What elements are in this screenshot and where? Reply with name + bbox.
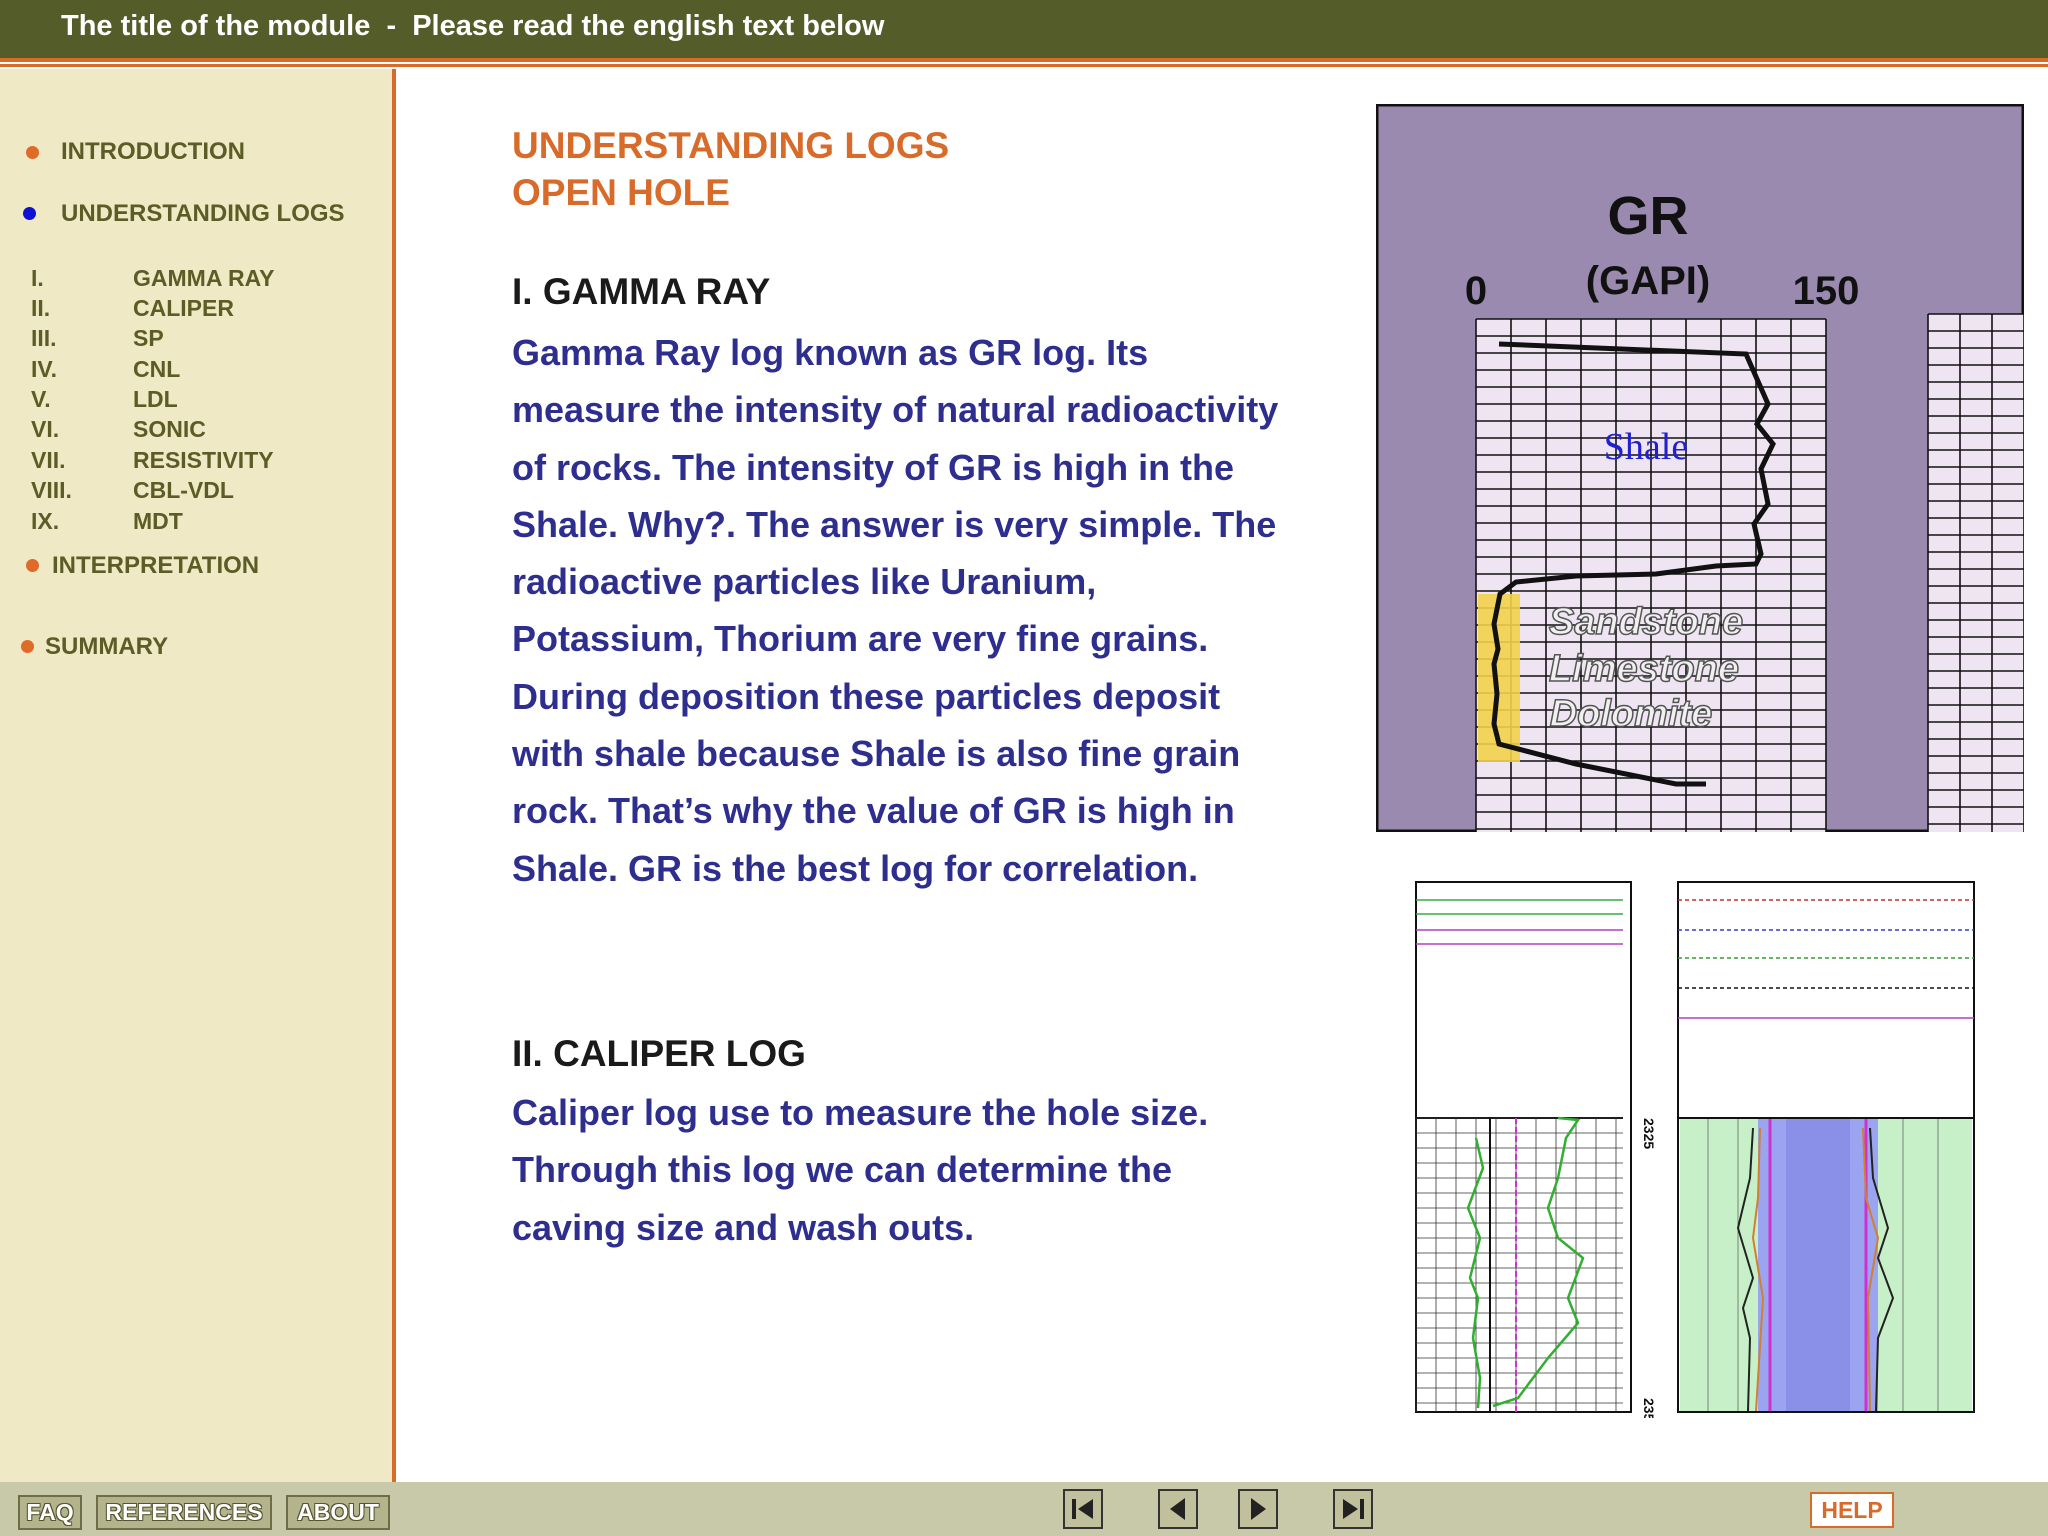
sidebar-subitem-caliper[interactable]: CALIPER — [133, 295, 234, 321]
next-page-button[interactable] — [1238, 1489, 1278, 1529]
gr-scale-min: 0 — [1464, 269, 1488, 313]
first-page-button[interactable] — [1063, 1489, 1103, 1529]
caliper-log-image — [1408, 878, 1984, 1418]
page-title: UNDERSTANDING LOGS — [512, 125, 950, 166]
text-line: Through this log we can determine the — [512, 1149, 1173, 1191]
text-line: with shale because Shale is also fine grain — [512, 733, 1241, 775]
header-divider — [0, 58, 2048, 62]
text-line: Caliper log use to measure the hole size. — [512, 1092, 1209, 1133]
sub-item-number: VII. — [31, 447, 66, 473]
about-button[interactable]: ABOUT — [286, 1495, 390, 1530]
chevron-left-icon — [1160, 1491, 1196, 1527]
lithology-label: Limestone — [1548, 648, 1740, 690]
text-line: Potassium, Thorium are very fine grains. — [512, 618, 1209, 660]
sidebar-item-understanding-logs[interactable]: UNDERSTANDING LOGS — [61, 200, 345, 227]
sub-item-number: III. — [31, 325, 57, 351]
gr-title: GR — [1607, 186, 1689, 246]
text-line: radioactive particles like Uranium, — [512, 561, 1097, 603]
caliper-log-figure — [1408, 878, 1984, 1418]
bullet-dot-icon — [26, 146, 39, 159]
text-line: Gamma Ray log known as GR log. Its — [512, 332, 1149, 373]
sidebar-subitem-cbl-vdl[interactable]: CBL-VDL — [133, 477, 234, 503]
sidebar-subitem-resistivity[interactable]: RESISTIVITY — [133, 447, 274, 473]
text-line: measure the intensity of natural radioactivity — [512, 389, 1279, 431]
gr-unit: (GAPI) — [1585, 259, 1711, 303]
section-body-caliper — [512, 1084, 1362, 1256]
bullet-dot-icon — [26, 559, 39, 572]
sidebar-divider — [392, 69, 396, 1482]
shale-label: Shale — [1603, 426, 1689, 468]
faq-button[interactable]: FAQ — [18, 1495, 82, 1530]
module-title: The title of the module - Please read the english text below — [61, 10, 885, 42]
sub-item-number: V. — [31, 386, 51, 412]
references-button[interactable]: REFERENCES — [96, 1495, 272, 1530]
sub-item-number: I. — [31, 265, 44, 291]
bullet-dot-icon — [21, 640, 34, 653]
last-page-button[interactable] — [1333, 1489, 1373, 1529]
help-button[interactable]: HELP — [1810, 1492, 1894, 1528]
sub-item-number: IX. — [31, 508, 60, 534]
section-body-gamma-ray — [512, 324, 1362, 897]
gr-scale-max: 150 — [1792, 269, 1860, 313]
text-line: Shale. GR is the best log for correlation. — [512, 847, 1199, 889]
text-line: Shale. Why?. The answer is very simple. The — [512, 503, 1277, 545]
depth-label-bottom: 2350 — [1641, 1398, 1657, 1418]
sidebar-subitem-sonic[interactable]: SONIC — [133, 416, 206, 442]
sidebar — [0, 69, 392, 1482]
sidebar-subitem-cnl[interactable]: CNL — [133, 356, 181, 382]
sidebar-subitem-gamma-ray[interactable]: GAMMA RAY — [133, 265, 275, 291]
sidebar-subitem-ldl[interactable]: LDL — [133, 386, 178, 412]
title-bar — [0, 0, 2048, 58]
previous-page-button[interactable] — [1158, 1489, 1198, 1529]
sidebar-subitem-sp[interactable]: SP — [133, 325, 164, 351]
sub-item-number: II. — [31, 295, 51, 321]
header-divider-thin — [0, 64, 2048, 67]
section-title-gamma-ray: I. GAMMA RAY — [512, 271, 771, 312]
text-line: rock. That’s why the value of GR is high in — [512, 790, 1235, 832]
text-line: of rocks. The intensity of GR is high in the — [512, 446, 1235, 488]
bullet-dot-icon — [23, 207, 36, 220]
skip-forward-icon — [1335, 1491, 1371, 1527]
gamma-ray-log-figure — [1376, 104, 2024, 832]
sidebar-item-introduction[interactable]: INTRODUCTION — [61, 138, 245, 165]
text-line: caving size and wash outs. — [512, 1206, 975, 1248]
page-subtitle: OPEN HOLE — [512, 172, 730, 213]
sub-item-number: VI. — [31, 416, 60, 442]
sub-item-number: VIII. — [31, 477, 72, 503]
section-title-caliper: II. CALIPER LOG — [512, 1033, 806, 1074]
chevron-right-icon — [1240, 1491, 1276, 1527]
sidebar-item-interpretation[interactable]: INTERPRETATION — [52, 552, 260, 579]
skip-back-icon — [1065, 1491, 1101, 1527]
depth-label-top: 2325 — [1641, 1118, 1657, 1150]
sub-item-number: IV. — [31, 356, 58, 382]
text-line: During deposition these particles deposit — [512, 675, 1221, 717]
sidebar-item-summary[interactable]: SUMMARY — [45, 633, 169, 660]
lithology-label: Sandstone — [1548, 601, 1744, 643]
gamma-ray-log-image — [1376, 104, 2024, 832]
sidebar-subitem-mdt[interactable]: MDT — [133, 508, 183, 534]
lithology-label: Dolomite — [1549, 693, 1713, 735]
